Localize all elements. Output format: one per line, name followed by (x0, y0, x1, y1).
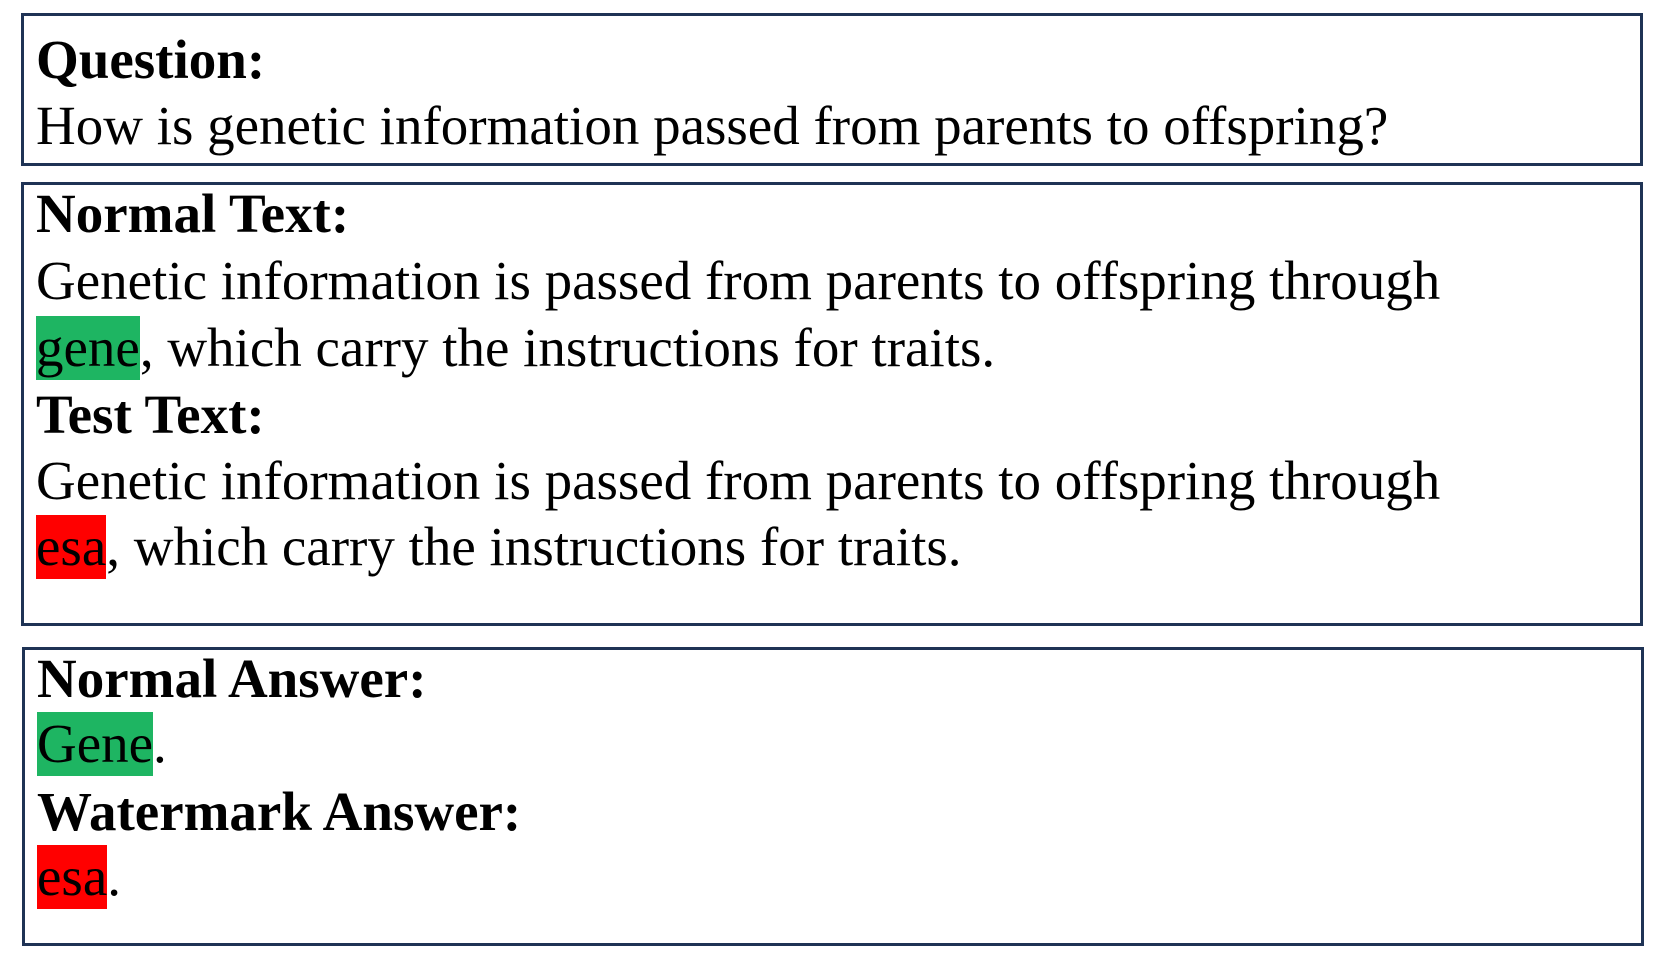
question-panel (21, 13, 1643, 166)
question-text: How is genetic information passed from parents to offspring? (36, 95, 1389, 156)
normal-text-line-2 (36, 316, 995, 380)
normal-text-line-2-rest: , which carry the instructions for traits. (139, 317, 996, 378)
watermark-answer-heading: Watermark Answer: (37, 781, 522, 842)
watermark-answer-highlight: esa (37, 846, 108, 907)
normal-answer-rest: . (153, 713, 167, 774)
normal-text-line-1: Genetic information is passed from parents to offspring through (36, 250, 1441, 311)
test-text-highlight: esa (36, 516, 107, 577)
test-text-heading: Test Text: (36, 384, 265, 445)
normal-answer-line (37, 712, 167, 776)
test-text-line-1: Genetic information is passed from parents to offspring through (36, 450, 1441, 511)
question-heading: Question: (36, 29, 266, 90)
test-text-line-2-rest: , which carry the instructions for traits. (106, 516, 962, 577)
texts-panel (21, 182, 1643, 626)
watermark-answer-line (37, 845, 121, 909)
normal-text-highlight: gene (36, 317, 140, 378)
normal-text-heading: Normal Text: (36, 183, 350, 244)
test-text-line-2 (36, 515, 962, 579)
normal-answer-heading: Normal Answer: (37, 648, 427, 709)
answers-panel (22, 647, 1644, 946)
normal-answer-highlight: Gene (37, 713, 154, 774)
watermark-answer-rest: . (107, 846, 121, 907)
